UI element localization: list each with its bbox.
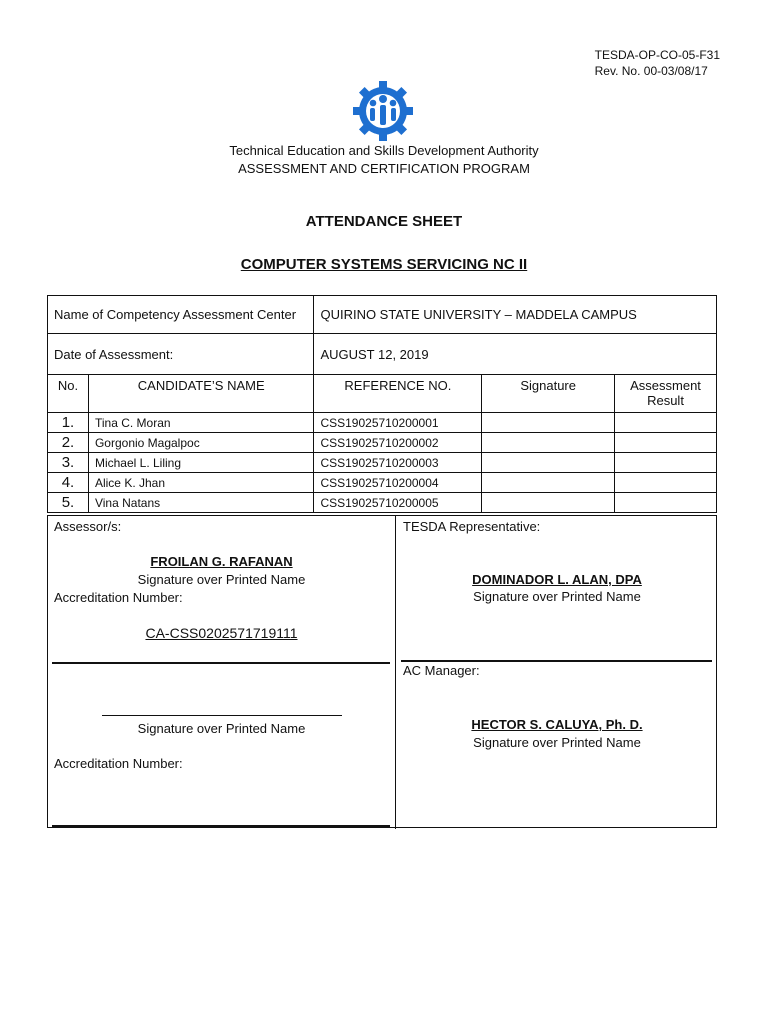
center-label: Name of Competency Assessment Center xyxy=(48,296,314,334)
qualification-title: COMPUTER SYSTEMS SERVICING NC II xyxy=(240,256,528,273)
table-row xyxy=(48,453,717,473)
candidate-name: Vina Natans xyxy=(88,493,313,513)
column-divider xyxy=(395,516,396,829)
candidate-name: Alice K. Jhan xyxy=(88,473,313,493)
table-row xyxy=(48,493,717,513)
candidate-signature-cell[interactable] xyxy=(482,473,615,493)
center-value: QUIRINO STATE UNIVERSITY – MADDELA CAMPUS xyxy=(314,296,717,334)
ac-manager-label: AC Manager: xyxy=(403,663,480,678)
accreditation-label: Accreditation Number: xyxy=(54,590,183,605)
candidate-no: 5. xyxy=(48,493,89,513)
form-code-block xyxy=(595,47,720,79)
revision-number: Rev. No. 00-03/08/17 xyxy=(594,64,708,78)
form-code: TESDA-OP-CO-05-F31 xyxy=(594,48,720,62)
candidate-name: Tina C. Moran xyxy=(88,413,313,433)
second-assessor-signature-line[interactable] xyxy=(102,715,342,716)
table-row xyxy=(48,473,717,493)
tesda-rep-name: DOMINADOR L. ALAN, DPA xyxy=(472,572,642,587)
sheet-title: ATTENDANCE SHEET xyxy=(305,213,463,230)
candidate-ref: CSS19025710200002 xyxy=(314,433,482,453)
col-signature: Signature xyxy=(482,375,615,413)
candidate-signature-cell[interactable] xyxy=(482,413,615,433)
candidate-ref: CSS19025710200003 xyxy=(314,453,482,473)
table-row xyxy=(48,413,717,433)
organization-name: Technical Education and Skills Development Authority xyxy=(229,143,539,158)
attendance-table xyxy=(47,295,717,513)
candidate-ref: CSS19025710200005 xyxy=(314,493,482,513)
date-label: Date of Assessment: xyxy=(48,334,314,375)
candidate-ref: CSS19025710200004 xyxy=(314,473,482,493)
ac-manager-sig-caption: Signature over Printed Name xyxy=(473,735,641,750)
candidate-name: Gorgonio Magalpoc xyxy=(88,433,313,453)
bottom-line-left xyxy=(52,825,390,827)
tesda-rep-label: TESDA Representative: xyxy=(403,519,541,534)
col-name: CANDIDATE’S NAME xyxy=(88,375,313,413)
second-assessor-sig-caption: Signature over Printed Name xyxy=(137,721,306,736)
center-row xyxy=(48,296,717,334)
candidate-no: 4. xyxy=(48,473,89,493)
candidate-signature-cell[interactable] xyxy=(482,433,615,453)
candidate-no: 2. xyxy=(48,433,89,453)
col-result: Assessment Result xyxy=(615,375,717,413)
col-ref: REFERENCE NO. xyxy=(314,375,482,413)
candidate-no: 1. xyxy=(48,413,89,433)
candidate-result-cell[interactable] xyxy=(615,493,717,513)
ac-manager-name: HECTOR S. CALUYA, Ph. D. xyxy=(471,717,643,732)
tesda-rep-sig-caption: Signature over Printed Name xyxy=(473,589,641,604)
candidate-result-cell[interactable] xyxy=(615,453,717,473)
date-value: AUGUST 12, 2019 xyxy=(314,334,717,375)
table-row xyxy=(48,433,717,453)
assessor-label: Assessor/s: xyxy=(54,519,122,534)
column-header-row xyxy=(48,375,717,413)
assessor-name: FROILAN G. RAFANAN xyxy=(150,554,293,569)
candidate-result-cell[interactable] xyxy=(615,413,717,433)
candidate-ref: CSS19025710200001 xyxy=(314,413,482,433)
candidate-name: Michael L. Liling xyxy=(88,453,313,473)
second-accreditation-label: Accreditation Number: xyxy=(54,756,183,771)
program-name: ASSESSMENT AND CERTIFICATION PROGRAM xyxy=(238,161,530,176)
col-no: No. xyxy=(48,375,89,413)
tesda-gear-logo-icon xyxy=(352,80,414,142)
tesda-rep-divider xyxy=(401,660,712,662)
accreditation-number: CA-CSS0202571719111 xyxy=(145,625,298,641)
candidate-signature-cell[interactable] xyxy=(482,493,615,513)
assessor-sig-caption: Signature over Printed Name xyxy=(137,572,306,587)
candidate-result-cell[interactable] xyxy=(615,473,717,493)
signatories-box xyxy=(47,515,717,828)
date-row xyxy=(48,334,717,375)
assessor-divider xyxy=(52,662,390,664)
candidate-result-cell[interactable] xyxy=(615,433,717,453)
candidate-no: 3. xyxy=(48,453,89,473)
candidate-signature-cell[interactable] xyxy=(482,453,615,473)
